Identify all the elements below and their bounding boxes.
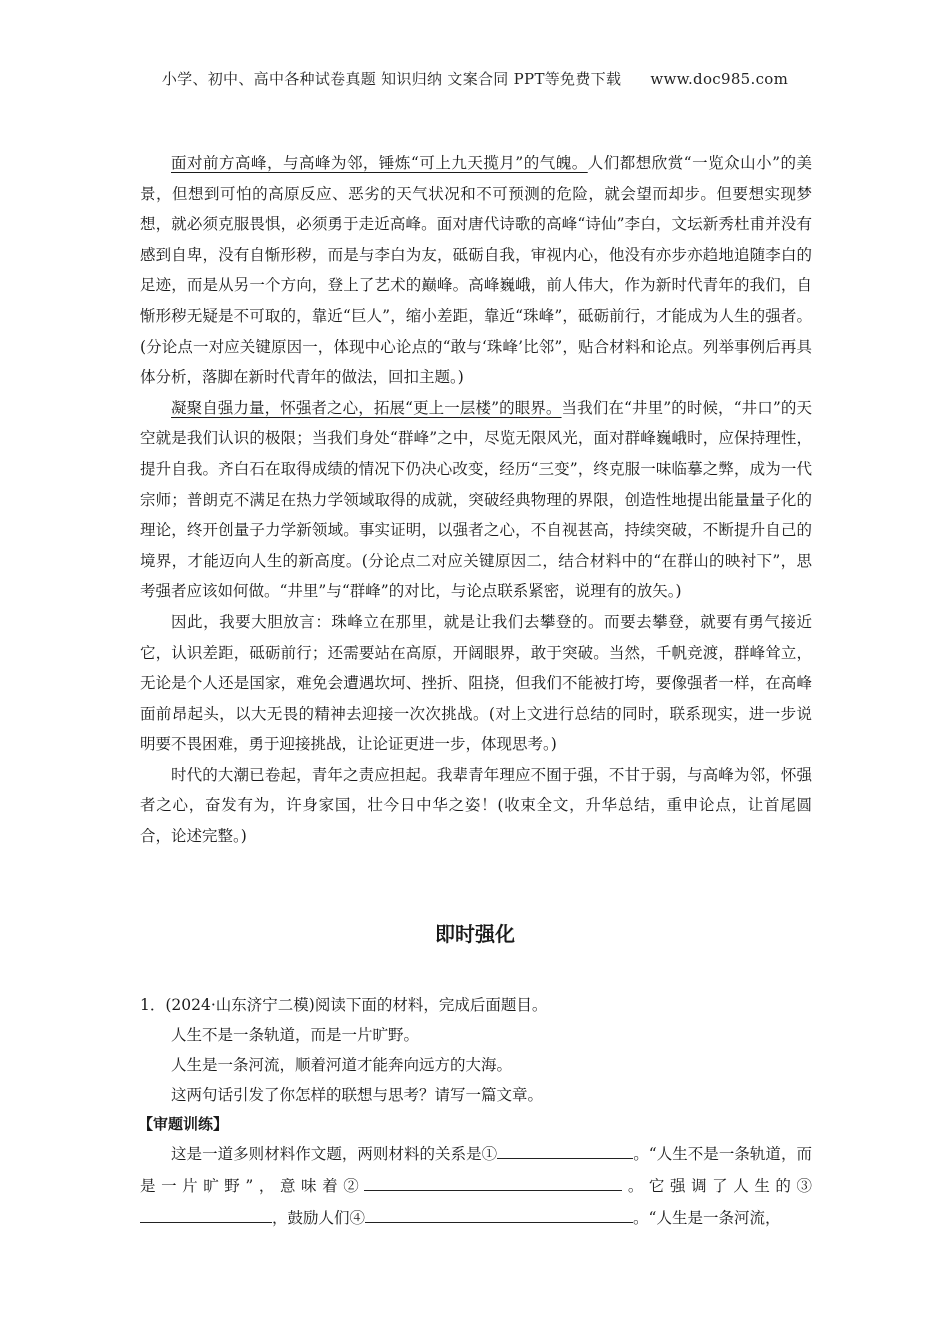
sub-argument-2: 凝聚自强力量，怀强者之心，拓展“更上一层楼”的眼界。 xyxy=(171,398,562,417)
fill-text-e: 。“人生是一条河流， xyxy=(633,1209,781,1227)
fill-text-c: 。它强调了人生的③ xyxy=(622,1177,812,1195)
training-label: 【审题训练】 xyxy=(138,1115,229,1133)
blank-4[interactable] xyxy=(365,1204,633,1223)
blank-1[interactable] xyxy=(497,1140,633,1159)
fill-text-a: 这是一道多则材料作文题，两则材料的关系是① xyxy=(171,1145,498,1163)
fill-in-paragraph xyxy=(140,1138,812,1234)
blank-3[interactable] xyxy=(140,1204,272,1223)
sub-argument-1: 面对前方高峰，与高峰为邻，锤炼“可上九天揽月”的气魄。 xyxy=(171,154,588,172)
paragraph-2-body: 当我们在“井里”的时候，“井口”的天空就是我们认识的极限；当我们身处“群峰”之中，尽览无限风光，面对群峰巍峨时，应保持理性，提升自我。齐白石在取得成绩的情况下仍决心改变，经历“三变”，终克服一味临摹之弊，成为一代宗师；普朗克不满足在热力学领域取得的成就，突破经典物理的界限，创造性地提出能量量子化的理论，终开创量子力学新领域。事实证明，以强者之心，不自视甚高，持续突破，不断提升自己的境界，才能迈向人生的新高度。(分论点二对应关键原因二，结合材料中的“在群山的映衬下”，思考强者应该如何做。“井里”与“群峰”的对比，与论点联系紧密，说理有的放矢。) xyxy=(140,398,812,601)
fill-text-d: ，鼓励人们④ xyxy=(272,1209,366,1227)
header-text: 小学、初中、高中各种试卷真题 知识归纳 文案合同 PPT等免费下载 xyxy=(161,70,622,88)
section-title: 即时强化 xyxy=(435,922,515,946)
exercise-block xyxy=(140,990,812,1234)
essay-paragraph-3: 因此，我要大胆放言：珠峰立在那里，就是让我们去攀登的。而要去攀登，就要有勇气接近它，认识差距，砥砺前行；还需要站在高原，开阔眼界，敢于突破。当然，千帆竞渡，群峰耸立，无论是个人还是国家，难免会遭遇坎坷、挫折、阻挠，但我们不能被打垮，要像强者一样，在高峰面前昂起头，以大无畏的精神去迎接一次次挑战。(对上文进行总结的同时，联系现实，进一步说明要不畏困难，勇于迎接挑战，让论证更进一步，体现思考。) xyxy=(140,612,812,754)
essay-body xyxy=(140,148,812,852)
essay-paragraph-4: 时代的大潮已卷起，青年之责应担起。我辈青年理应不囿于强，不甘于弱，与高峰为邻，怀强者之心，奋发有为，许身家国，壮今日中华之姿！(收束全文，升华总结，重申论点，让首尾圆合，论述完整。) xyxy=(140,765,812,846)
header-url: www.doc985.com xyxy=(650,70,789,88)
page-header xyxy=(0,68,950,89)
material-line-1: 人生不是一条轨道，而是一片旷野。 xyxy=(171,1026,420,1044)
paragraph-1-body: 人们都想欣赏“一览众山小”的美景，但想到可怕的高原反应、恶劣的天气状况和不可预测的危险，就会望而却步。但要想实现梦想，就必须克服畏惧，必须勇于走近高峰。面对唐代诗歌的高峰“诗仙”李白，文坛新秀杜甫并没有感到自卑，没有自惭形秽，而是与李白为友，砥砺自我，审视内心，他没有亦步亦趋地追随李白的足迹，而是从另一个方向，登上了艺术的巅峰。高峰巍峨，前人伟大，作为新时代青年的我们，自惭形秽无疑是不可取的，靠近“巨人”，缩小差距，靠近“珠峰”，砥砺前行，才能成为人生的强者。(分论点一对应关键原因一，体现中心论点的“敢与‘珠峰’比邻”，贴合材料和论点。列举事例后再具体分析，落脚在新时代青年的做法，回扣主题。) xyxy=(140,154,812,387)
essay-paragraph-1 xyxy=(140,148,812,393)
blank-2[interactable] xyxy=(364,1172,622,1191)
exercise-title: 1．(2024·山东济宁二模)阅读下面的材料，完成后面题目。 xyxy=(140,996,548,1014)
material-line-2: 人生是一条河流，顺着河道才能奔向远方的大海。 xyxy=(171,1056,513,1074)
essay-paragraph-2 xyxy=(140,393,812,607)
prompt-line: 这两句话引发了你怎样的联想与思考？请写一篇文章。 xyxy=(171,1086,544,1104)
fill-text-b: 。“人生不是一条轨道，而是一片旷野”，意味着② xyxy=(140,1145,812,1195)
